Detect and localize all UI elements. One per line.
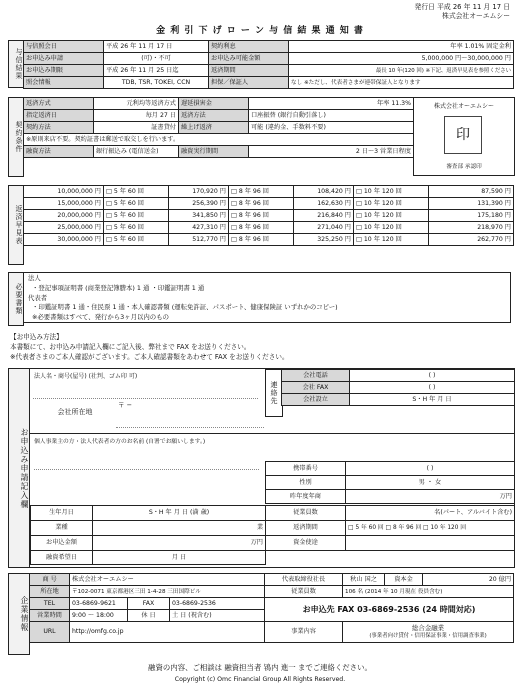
payment-10y: 175,180 円	[429, 210, 514, 222]
payment-10y: 262,770 円	[429, 234, 514, 246]
loan-amount: 10,000,000 円	[24, 186, 104, 198]
loan-amount: 25,000,000 円	[24, 222, 104, 234]
established-field[interactable]: S・H 年 月 日	[350, 394, 515, 406]
financing-method-label: 融資方法	[24, 146, 94, 158]
business	[343, 622, 514, 643]
loan-amount: 15,000,000 円	[24, 198, 104, 210]
issue-header	[415, 3, 510, 21]
prev-income-label: 昨年度年商	[266, 490, 346, 504]
company-address: 〒102-0071 東京都港区三田 1-4-28 三田国際ビル	[70, 586, 265, 598]
option-8y[interactable]: □ 8 年 96 回	[229, 222, 294, 234]
docs-section-label: 必要書類	[8, 272, 24, 326]
docs-line: 法人	[28, 274, 41, 282]
payment-10y: 218,970 円	[429, 222, 514, 234]
address-field[interactable]	[116, 413, 264, 428]
repayment-section-label: 返済早見表	[8, 185, 24, 265]
exec-date-field[interactable]: 月 日	[93, 551, 266, 565]
payment-8y: 325,250 円	[294, 234, 354, 246]
credit-value: TDB, TSR, TOKEI, CCN	[104, 77, 209, 89]
contract-row	[24, 98, 414, 110]
contract-value: 口座振替 (銀行自動引落し)	[249, 110, 414, 122]
credit-label: お申込み申請	[24, 53, 104, 65]
option-10y[interactable]: □ 10 年 120 回	[354, 222, 429, 234]
payment-5y: 512,770 円	[169, 234, 229, 246]
birth-label: 生年月日	[31, 506, 93, 521]
capital-label: 資本金	[385, 574, 423, 586]
payment-8y: 216,840 円	[294, 210, 354, 222]
company-url[interactable]: http://omfg.co.jp	[70, 622, 265, 643]
rep-label: 代表取締役社長	[265, 574, 343, 586]
credit-value: (可)・不可	[104, 53, 209, 65]
fax-label: FAX	[128, 598, 170, 610]
repayment-row	[24, 222, 514, 234]
docs-line: 代表者	[28, 293, 48, 302]
tel-label: TEL	[30, 598, 70, 610]
option-8y[interactable]: □ 8 年 96 回	[229, 186, 294, 198]
company-row	[30, 574, 514, 586]
contract-table	[23, 97, 414, 158]
credit-value: 最長 10 年(120 回) ※下記、返済早見表を参照ください	[289, 65, 514, 77]
method-line: 本書類にて、お申込み申請記入欄にご記入後、弊社まで FAX をお送りください。	[10, 343, 251, 351]
issue-date: 発行日 平成 26 年 11 月 17 日	[414, 3, 510, 11]
contract-note: ※原則来店不要。契約証書は郵送で取交しを行います。	[24, 134, 414, 146]
option-10y[interactable]: □ 10 年 120 回	[354, 198, 429, 210]
employees-label: 従業員数	[265, 586, 343, 598]
established-label: 会社設立	[282, 394, 350, 406]
issuer-company: 株式会社オーエムシー	[442, 12, 510, 20]
company-hours: 9:00 〜 18:00	[70, 610, 128, 622]
prev-income-field[interactable]: 万円	[346, 490, 515, 504]
company-name: 株式会社オーエムシー	[70, 574, 265, 586]
option-5y[interactable]: □ 5 年 60 回	[104, 186, 169, 198]
repayment-row	[24, 198, 514, 210]
option-8y[interactable]: □ 8 年 96 回	[229, 198, 294, 210]
repayment-row	[24, 210, 514, 222]
footer-contact: 融資の内容、ご相談は 融資担当者 鴇内 進一 までご連絡ください。	[148, 663, 372, 672]
rep-note: 個人事業主の方・法人代表者の方のお名前 (自署でお願いします。)	[34, 439, 206, 445]
rep-name: 秋山 国之	[343, 574, 385, 586]
company-name-label: 商 号	[30, 574, 70, 586]
period-option-10y[interactable]: □ 10 年 120 回	[423, 525, 466, 531]
credit-label: 契約利息	[209, 41, 289, 53]
phone-field[interactable]: ( )	[350, 370, 515, 382]
company-row	[30, 586, 514, 598]
approval-stamp: 印	[444, 116, 482, 154]
credit-value: 年率 1.01% 固定金利	[289, 41, 514, 53]
application-form	[29, 368, 515, 568]
option-5y[interactable]: □ 5 年 60 回	[104, 234, 169, 246]
company-table	[29, 573, 514, 643]
mobile-field[interactable]: ( )	[346, 462, 515, 476]
credit-label: 与信照会日	[24, 41, 104, 53]
footer-copyright: Copyright (c) Omc Financial Group All Rights Reserved.	[174, 676, 346, 683]
credit-row	[24, 77, 514, 89]
contract-row	[24, 110, 414, 122]
loan-table	[265, 505, 515, 551]
contract-section-label: 契約条件	[8, 97, 24, 177]
fax-label: 会社 FAX	[282, 382, 350, 394]
gender-field[interactable]: 男 ・ 女	[346, 476, 515, 490]
address-label: 所在地	[30, 586, 70, 598]
payment-5y: 256,390 円	[169, 198, 229, 210]
company-row	[30, 622, 514, 643]
contract-value: 元利均等返済方式	[94, 98, 179, 110]
credit-row	[24, 65, 514, 77]
contract-value: 証書貸付	[94, 122, 179, 134]
credit-value: 5,000,000 円〜30,000,000 円	[289, 53, 514, 65]
business-label: 事業内容	[265, 622, 343, 643]
contract-label: 指定返済日	[24, 110, 94, 122]
contract-label: 契約方法	[24, 122, 94, 134]
company-holiday: 土 日 (祝含む)	[170, 610, 265, 622]
period-label: 返済期間	[266, 521, 346, 536]
seal-caption: 審査部 承認印	[446, 164, 482, 170]
method-line: ※代表者さまのご本人確認がございます。ご本人確認書類をあわせて FAX をお送りください。	[10, 353, 289, 361]
docs-line: ※必要書類はすべて、発行から3ヶ月以内のもの	[32, 313, 169, 322]
corp-name-label: 法人名・商号(屋号) (社判、ゴム印 可)	[34, 373, 138, 380]
company-section-label: 企業情報	[8, 573, 30, 655]
repayment-row	[24, 186, 514, 198]
employees-label: 従業員数	[266, 506, 346, 521]
capital: 20 億円	[423, 574, 514, 586]
corp-name-field[interactable]	[33, 381, 258, 399]
fax-field[interactable]: ( )	[350, 382, 515, 394]
exec-date-label: 融資希望日	[31, 551, 93, 565]
birth-field[interactable]: S・H 年 月 日 (満 歳)	[93, 506, 266, 521]
credit-table	[23, 40, 514, 89]
credit-label: お申込み可能金額	[209, 53, 289, 65]
contract-label: 返済方法	[179, 110, 249, 122]
company-row	[30, 598, 514, 610]
loan-amount: 30,000,000 円	[24, 234, 104, 246]
payment-5y: 427,310 円	[169, 222, 229, 234]
payment-8y: 108,420 円	[294, 186, 354, 198]
repayment-table	[23, 185, 514, 246]
company-fax: 03-6869-2536	[170, 598, 265, 610]
contract-value: 年率 11.3%	[249, 98, 414, 110]
contract-row	[24, 134, 414, 146]
method-block	[10, 332, 289, 362]
zip-mark: 〒 −	[118, 401, 133, 409]
contract-value: 可能 (違約金、手数料不要)	[249, 122, 414, 134]
company-employees: 106 名 (2014 年 10 月現在 役員含む)	[343, 586, 514, 598]
financing-period: 2 日〜3 営業日程度	[249, 146, 414, 158]
credit-label: 照会情報	[24, 77, 104, 89]
payment-5y: 341,850 円	[169, 210, 229, 222]
form-section-label: お申込み申請記入欄	[8, 368, 30, 568]
option-8y[interactable]: □ 8 年 96 回	[229, 234, 294, 246]
docs-line: ・登記事項証明書 (商業登記簿謄本) 1 通 ・印鑑証明書 1 通	[32, 283, 205, 292]
option-10y[interactable]: □ 10 年 120 回	[354, 210, 429, 222]
contact-table	[281, 369, 515, 406]
credit-label: 担保／保証人	[209, 77, 289, 89]
period-options	[346, 521, 515, 536]
payment-8y: 271,040 円	[294, 222, 354, 234]
credit-row	[24, 53, 514, 65]
document-title: 金 利 引 下 げ ロ ー ン 与 信 結 果 通 知 書	[156, 26, 364, 36]
financing-method: 銀行振込み (電信送金)	[94, 146, 179, 158]
address-label: 会社所在地	[57, 408, 93, 416]
payment-8y: 162,630 円	[294, 198, 354, 210]
option-10y[interactable]: □ 10 年 120 回	[354, 186, 429, 198]
option-8y[interactable]: □ 8 年 96 回	[229, 210, 294, 222]
mobile-label: 携帯番号	[266, 462, 346, 476]
credit-row	[24, 41, 514, 53]
personal-table	[265, 461, 515, 504]
apply-fax: お申込先 FAX 03-6869-2536 (24 時間対応)	[265, 598, 514, 622]
amount-label: お申込金額	[31, 536, 93, 551]
holiday-label: 休 日	[128, 610, 170, 622]
credit-value: なし ※ただし、代表者さまが連帯保証人となります	[289, 77, 514, 89]
phone-label: 会社電話	[282, 370, 350, 382]
contract-row	[24, 146, 414, 158]
period-option-8y[interactable]: □ 8 年 96 回	[386, 525, 422, 531]
applicant-table	[30, 505, 266, 565]
loan-amount: 20,000,000 円	[24, 210, 104, 222]
business-detail: (事業者向け貸付・信用保証事業・信用調査事業)	[369, 633, 487, 639]
contact-label: 連絡先	[265, 369, 283, 417]
period-option-5y[interactable]: □ 5 年 60 回	[348, 525, 384, 531]
payment-10y: 87,590 円	[429, 186, 514, 198]
rep-name-field[interactable]	[34, 449, 259, 470]
financing-period-label: 融資実行期間	[179, 146, 249, 158]
form-divider	[30, 433, 514, 434]
method-heading: 【お申込み方法】	[10, 333, 63, 341]
contract-label: 遅延損害金	[179, 98, 249, 110]
business-main: 総合金融業	[412, 624, 444, 632]
contract-label: 返済方式	[24, 98, 94, 110]
url-label: URL	[30, 622, 70, 643]
docs-line: ・印鑑証明書 1 通・住民票 1 通・本人確認書類 (運転免許証、パスポート、健康保険証 いずれかのコピー)	[32, 303, 338, 312]
industry-label: 業種	[31, 521, 93, 536]
option-10y[interactable]: □ 10 年 120 回	[354, 234, 429, 246]
amount-field[interactable]: 万円	[93, 536, 266, 551]
industry-field[interactable]: 業	[93, 521, 266, 536]
contract-row	[24, 122, 414, 134]
approval-seal-box	[413, 97, 515, 176]
payment-5y: 170,920 円	[169, 186, 229, 198]
option-5y[interactable]: □ 5 年 60 回	[104, 198, 169, 210]
company-tel: 03-6869-9621	[70, 598, 128, 610]
employees-field[interactable]: 名(パート、アルバイト含む)	[346, 506, 515, 521]
hours-label: 営業時間	[30, 610, 70, 622]
credit-label: お申込み期限	[24, 65, 104, 77]
purpose-label: 資金使途	[266, 536, 346, 551]
repayment-row	[24, 234, 514, 246]
option-5y[interactable]: □ 5 年 60 回	[104, 210, 169, 222]
option-5y[interactable]: □ 5 年 60 回	[104, 222, 169, 234]
credit-value: 平成 26 年 11 月 17 日	[104, 41, 209, 53]
docs-box	[23, 272, 511, 323]
purpose-field[interactable]	[346, 536, 515, 551]
credit-label: 返済期間	[209, 65, 289, 77]
contract-label: 繰上げ返済	[179, 122, 249, 134]
gender-label: 性別	[266, 476, 346, 490]
credit-section-label: 与信結果	[8, 40, 24, 88]
contract-value: 毎月 27 日	[94, 110, 179, 122]
payment-10y: 131,390 円	[429, 198, 514, 210]
credit-value: 平成 26 年 11 月 25 日迄	[104, 65, 209, 77]
seal-company: 株式会社オーエムシー	[433, 103, 494, 110]
